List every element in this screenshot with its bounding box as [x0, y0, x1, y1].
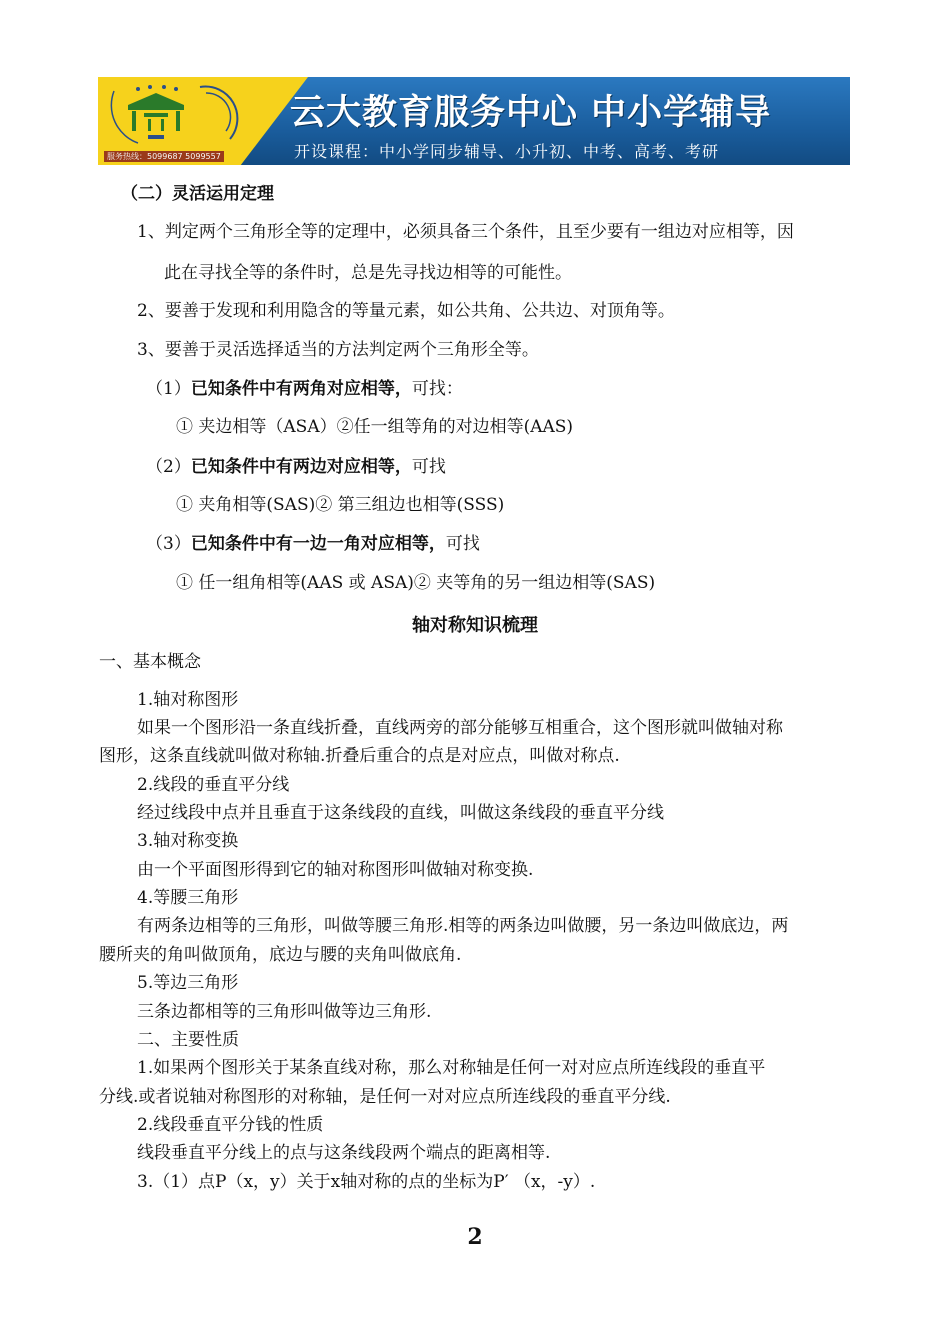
concept-2-body: 经过线段中点并且垂直于这条线段的直线，叫做这条线段的垂直平分线	[137, 803, 664, 823]
case-2-condition: 已知条件中有两边对应相等，	[190, 457, 412, 477]
item-3: 3、要善于灵活选择适当的方法判定两个三角形全等。	[137, 340, 539, 360]
case-1-detail: ① 夹边相等（ASA）②任一组等角的对边相等(AAS)	[176, 417, 574, 437]
property-1-line-1: 1.如果两个图形关于某条直线对称，那么对称轴是任何一对对应点所连线段的垂直平	[137, 1058, 766, 1078]
concept-3-title: 3.轴对称变换	[137, 831, 239, 851]
property-2-body: 线段垂直平分线上的点与这条线段两个端点的距离相等.	[137, 1143, 551, 1163]
concept-1-title: 1.轴对称图形	[137, 690, 239, 710]
property-2-title: 2.线段垂直平分钱的性质	[137, 1115, 324, 1135]
banner-hotline: 服务热线：5099687 5099557	[104, 151, 224, 162]
concept-4-body-2: 腰所夹的角叫做顶角，底边与腰的夹角叫做底角.	[99, 945, 462, 965]
concept-5-body: 三条边都相等的三角形叫做等边三角形.	[137, 1002, 432, 1022]
case-1-condition: 已知条件中有两角对应相等，	[190, 379, 412, 399]
property-1-line-2: 分线.或者说轴对称图形的对称轴，是任何一对对应点所连线段的垂直平分线.	[99, 1087, 671, 1107]
banner-courses: 开设课程：中小学同步辅导、小升初、中考、高考、考研	[294, 142, 720, 161]
concept-1-body-2: 图形，这条直线就叫做对称轴.折叠后重合的点是对应点，叫做对称点.	[99, 746, 620, 766]
concept-4-body-1: 有两条边相等的三角形，叫做等腰三角形.相等的两条边叫做腰，另一条边叫做底边，两	[137, 916, 789, 936]
page-number: 2	[467, 1224, 483, 1250]
part-2-heading: 二、主要性质	[137, 1030, 239, 1050]
case-1	[146, 378, 463, 400]
case-3-detail: ① 任一组角相等(AAS 或 ASA)② 夹等角的另一组边相等(SAS)	[176, 573, 656, 593]
university-emblem-icon	[110, 81, 250, 149]
case-3	[146, 533, 480, 555]
item-2: 2、要善于发现和利用隐含的等量元素，如公共角、公共边、对顶角等。	[137, 301, 675, 321]
part-1-heading: 一、基本概念	[99, 652, 201, 672]
case-2-suffix: 可找	[411, 457, 446, 477]
case-3-prefix: （3）	[146, 534, 191, 554]
concept-4-title: 4.等腰三角形	[137, 888, 239, 908]
section-2-title: 轴对称知识梳理	[412, 615, 538, 636]
header-banner	[98, 77, 850, 165]
case-1-prefix: （1）	[146, 379, 191, 399]
item-1-line-1: 1、判定两个三角形全等的定理中，必须具备三个条件，且至少要有一组边对应相等，因	[137, 222, 794, 242]
concept-2-title: 2.线段的垂直平分线	[137, 775, 290, 795]
concept-3-body: 由一个平面图形得到它的轴对称图形叫做轴对称变换.	[137, 860, 534, 880]
case-3-suffix: 可找	[445, 534, 480, 554]
case-2	[146, 456, 446, 478]
item-1-line-2: 此在寻找全等的条件时，总是先寻找边相等的可能性。	[164, 263, 572, 283]
case-1-suffix: 可找：	[411, 379, 463, 399]
property-3: 3.（1）点P（x，y）关于x轴对称的点的坐标为P′ （x，-y）.	[137, 1172, 596, 1192]
concept-1-body-1: 如果一个图形沿一条直线折叠，直线两旁的部分能够互相重合，这个图形就叫做轴对称	[137, 718, 783, 738]
concept-5-title: 5.等边三角形	[137, 973, 239, 993]
section-heading: （二）灵活运用定理	[121, 184, 274, 204]
banner-title: 云大教育服务中心 中小学辅导	[290, 93, 772, 133]
case-2-detail: ① 夹角相等(SAS)② 第三组边也相等(SSS)	[176, 495, 505, 515]
case-3-condition: 已知条件中有一边一角对应相等，	[190, 534, 446, 554]
case-2-prefix: （2）	[146, 457, 191, 477]
